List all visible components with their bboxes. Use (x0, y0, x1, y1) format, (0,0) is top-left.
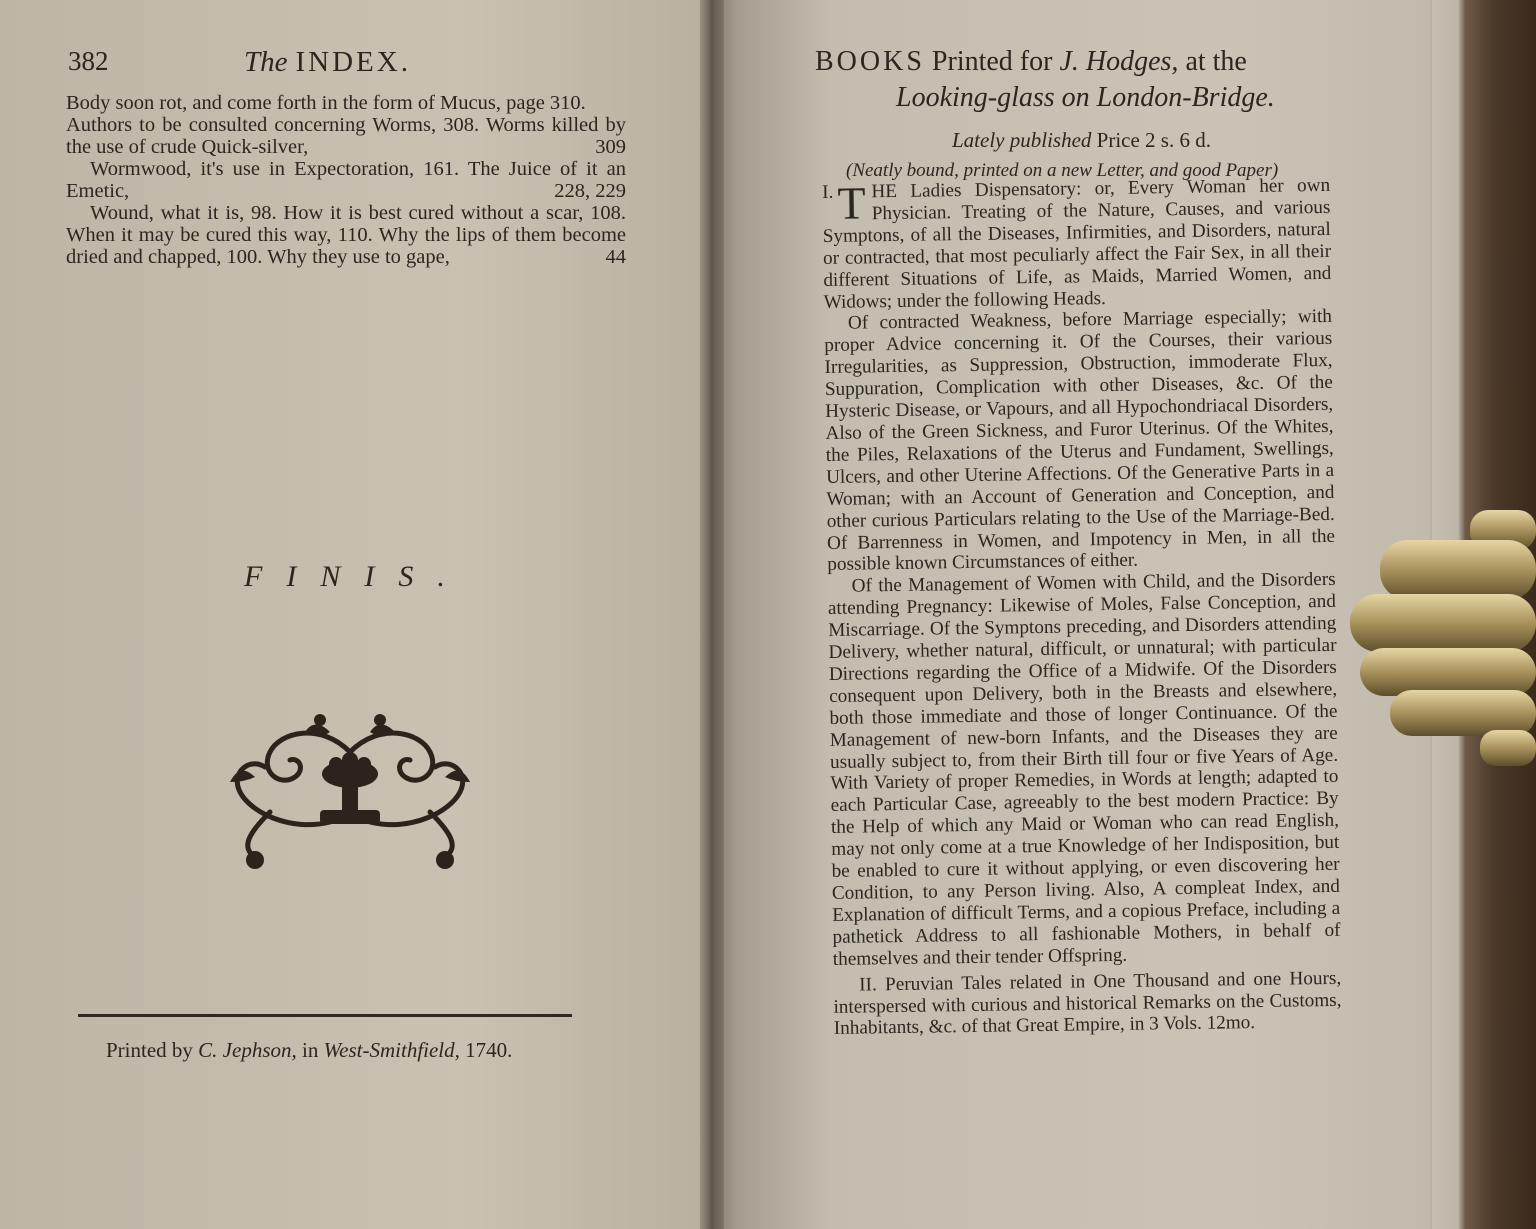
publisher-location: Looking-glass on London-Bridge. (896, 82, 1275, 113)
left-running-header (68, 46, 628, 86)
index-page-ref: 309 (595, 136, 626, 158)
advert-paragraph: Of the Management of Women with Child, and the Disorders attending Pregnancy: Likewise of Moles, False Conception, and Miscarriage. Of the Symptons preceding, and Disorders attending Delivery, whether natural, difficult, or unnatural; with particular Directions regarding the Office of a Midwife. Of the Disorders consequent upon Delivery, both in the Breasts and elsewhere, both those immediate and those of longer Continuance. Of the Management of new-born Infants, and the Diseases they are usually subject to, from their Birth till four or five Years of Age. With Variety of proper Remedies, in Words at length; adapted to each Particular Case, agreeably to the best modern Practice: By the Help of which any Maid or Woman who can read English, may not only come at a true Knowledge of her Indisposition, but be enabled to cure it without applying, or even discovering her Condition, to any Person living. Also, A compleat Index, and Explanation of difficult Terms, and a copious Preface, including a pathetick Address to all fashionable Mothers, in behalf of themselves and their tender Offspring. (827, 569, 1341, 970)
finis-text: FINIS. (244, 560, 469, 593)
index-entry: Wormwood, it's use in Expectoration, 161. The Juice of it an Emetic, 228, 229 (66, 158, 626, 202)
lately-published: Lately published Price 2 s. 6 d. (952, 128, 1211, 152)
index-page-ref: 228, 229 (554, 180, 626, 202)
running-title (244, 46, 411, 79)
brass-clasp-icon (1350, 510, 1536, 770)
publisher-name: J. Hodges, (1059, 46, 1179, 77)
drop-cap: T (837, 177, 866, 229)
printer-name: C. Jephson, (198, 1038, 297, 1062)
index-entries (66, 92, 626, 268)
running-title-text: INDEX. (295, 46, 411, 78)
floral-ornament-icon (210, 712, 490, 872)
item-number: I. (822, 181, 834, 203)
index-entry: Authors to be consulted concerning Worms, 308. Worms killed by the use of crude Quick-silver, 309 (66, 114, 626, 158)
advert-paragraph: Of contracted Weakness, before Marriage especially; with proper Advice concerning it. Of the Courses, their various Irregularities, as Suppression, Obstruction, immoderate Flux, Suppuration, Complication with other Diseases, &c. Of the Hysteric Disease, or Vapours, and all Hypochondriacal Disorders, Also of the Green Sickness, and Furor Uterinus. Of the Whites, the Piles, Relaxations of the Uterus and Fundament, Swellings, Ulcers, and other Uterine Affections. Of the Generative Parts in a Woman; with an Account of Generation and Conception, and other curious Particulars relating to the Use of the Marriage-Bed. Of Barrenness in Women, and Impotency in Men, in all the possible known Circumstances of either. (824, 306, 1336, 576)
imprint-rule (78, 1014, 572, 1017)
advert-item-2: II. Peruvian Tales related in One Thousand and one Hours, interspersed with curious and historical Remarks on the Customs, Inhabitants, &c. of that Great Empire, in 3 Vols. 12mo. (833, 967, 1342, 1040)
index-entry: Body soon rot, and come forth in the form of Mucus, page 310. (66, 92, 586, 114)
advert-header: BOOKS Printed for J. Hodges, at the (815, 46, 1247, 77)
running-title-prefix: The (244, 46, 288, 78)
imprint-place: West-Smithfield, (323, 1038, 460, 1062)
advert-item-1: I. T HE Ladies Dispensatory: or, Every Woman her own Physician. Treating of the Nature, Causes, and various Symptons, of all the Diseases, Infirmities, and Disorders, natural or contracted, that most peculiarly affect the Fair Sex, in all their different Situations of Life, as Maids, Married Women, and Widows; under the following Heads. (822, 174, 1332, 313)
index-entry: Wound, what it is, 98. How it is best cured without a scar, 108. When it may be cured this way, 110. Why the lips of them become dried and chapped, 100. Why they use to gape, 44 (66, 202, 626, 268)
page-number: 382 (68, 46, 109, 76)
imprint-line: Printed by C. Jephson, in West-Smithfield, 1740. (106, 1038, 513, 1062)
advert-body (822, 175, 1342, 1040)
index-page-ref: 44 (605, 246, 626, 268)
price-text: Price 2 s. 6 d. (1096, 128, 1211, 152)
binding-note: (Neatly bound, printed on a new Letter, and good Paper) (846, 160, 1279, 181)
imprint-year: 1740. (465, 1038, 513, 1062)
